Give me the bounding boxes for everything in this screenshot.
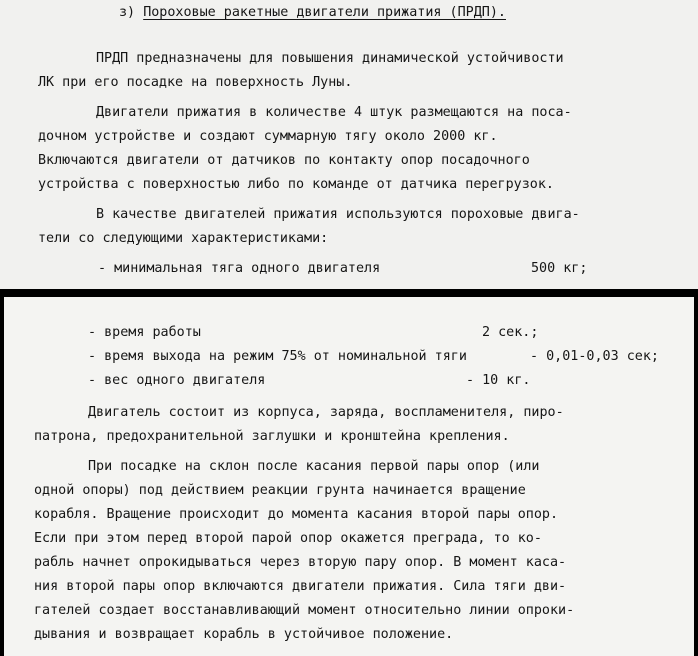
paragraph-line: рабль начнет опрокидываться через вторую пару опор. В момент каса- [34,555,567,570]
paragraph-line: корабля. Вращение происходит до момента касания второй пары опор. [34,507,559,522]
paragraph-line: Двигатели прижатия в количестве 4 штук размещаются на поса- [96,105,572,120]
spec-value: - 10 кг. [466,373,531,388]
paragraph-line: тели со следующими характеристиками: [38,231,329,246]
document-page-bottom [4,297,694,656]
spec-label: - вес одного двигателя [88,373,266,388]
spec-label: - минимальная тяга одного двигателя [98,261,381,276]
paragraph-line: ПРДП предназначены для повышения динамической устойчивости [96,51,564,66]
paragraph-line: В качестве двигателей прижатия используются пороховые двига- [96,207,580,222]
spec-label: - время работы [88,325,201,340]
paragraph-line: ЛК при его посадке на поверхность Луны. [38,75,353,90]
spec-value: 2 сек.; [482,325,539,340]
paragraph-line: При посадке на склон после касания первой пары опор (или [88,459,540,474]
paragraph-line: ния второй пары опор включаются двигатели прижатия. Сила тяги дви- [34,579,567,594]
section-number: з) [119,5,136,20]
paragraph-line: гателей создает восстанавливающий момент относительно линии опроки- [34,603,575,618]
paragraph-line: Двигатель состоит из корпуса, заряда, воспламенителя, пиро- [88,405,564,420]
paragraph-line: Если при этом перед второй парой опор окажется преграда, то ко- [34,531,542,546]
section-heading [119,5,506,21]
paragraph-line: патрона, предохранительной заглушки и кронштейна крепления. [34,429,510,444]
paragraph-line: устройства с поверхностью либо по команде от датчика перегрузок. [38,177,554,192]
document-page-top [0,0,698,289]
paragraph-line: одной опоры) под действием реакции грунта начинается вращение [34,483,526,498]
spec-value: - 0,01-0,03 сек; [530,349,659,364]
section-title: Пороховые ракетные двигатели прижатия (ПРДП). [143,5,506,20]
spec-label: - время выхода на режим 75% от номинальной тяги [88,349,467,364]
spec-value: 500 кг; [531,261,588,276]
paragraph-line: дывания и возвращает корабль в устойчивое положение. [34,627,454,642]
paragraph-line: Включаются двигатели от датчиков по контакту опор посадочного [38,153,530,168]
paragraph-line: дочном устройстве и создают суммарную тягу около 2000 кг. [38,129,498,144]
